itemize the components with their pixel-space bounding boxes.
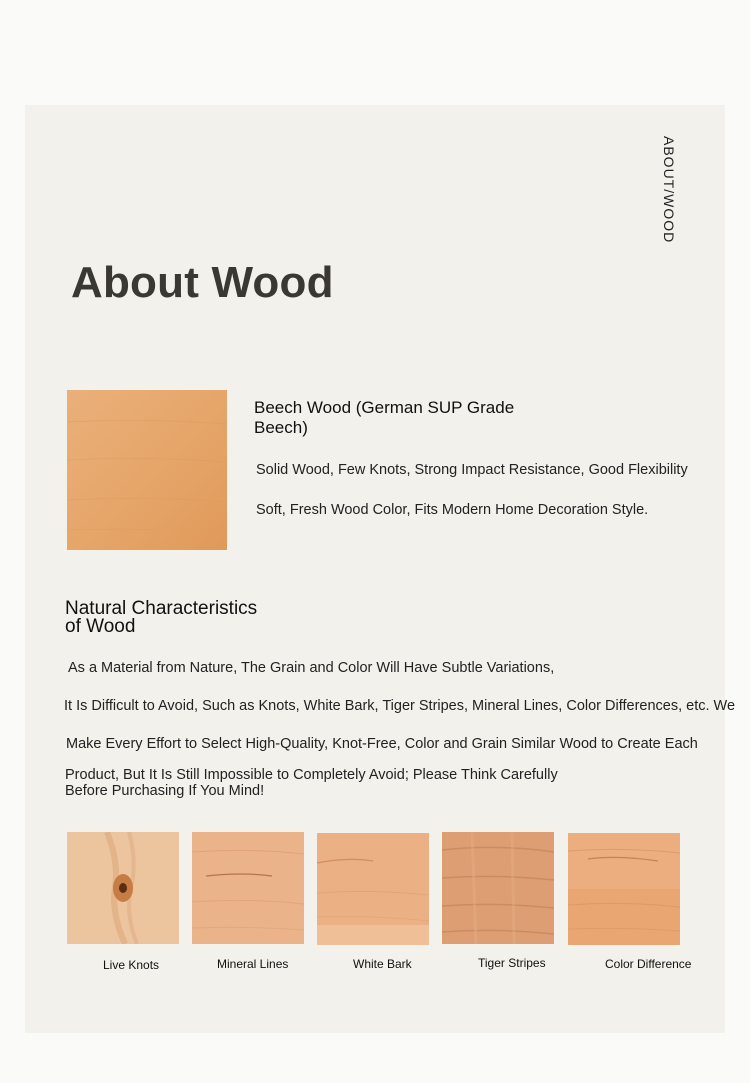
sample-caption-white-bark: White Bark — [353, 957, 412, 971]
sample-caption-color-difference: Color Difference — [605, 957, 692, 971]
sample-caption-tiger-stripes: Tiger Stripes — [478, 956, 546, 970]
tiger-stripes-wood-sample — [442, 832, 554, 944]
live-knots-wood-sample — [67, 832, 179, 944]
natural-title-line-2: of Wood — [65, 616, 136, 637]
natural-characteristics-title — [65, 600, 325, 636]
natural-paragraph-4 — [65, 767, 558, 799]
color-difference-wood-sample — [568, 833, 680, 945]
beech-wood-swatch — [67, 390, 227, 550]
beech-wood-desc-2: Soft, Fresh Wood Color, Fits Modern Home Decoration Style. — [256, 502, 649, 518]
section-side-label: ABOUT/WOOD — [661, 136, 677, 244]
sample-caption-mineral-lines: Mineral Lines — [217, 957, 289, 971]
natural-paragraph-2: It Is Difficult to Avoid, Such as Knots, White Bark, Tiger Stripes, Mineral Lines, Color Differences, etc. We — [64, 698, 736, 714]
natural-title-line-1: Natural Characteristics — [65, 598, 258, 619]
natural-paragraph-4-line-2: Before Purchasing If You Mind! — [65, 783, 265, 799]
natural-paragraph-3: Make Every Effort to Select High-Quality, Knot-Free, Color and Grain Similar Wood to Create Each — [66, 736, 698, 752]
sample-caption-live-knots: Live Knots — [103, 958, 160, 972]
beech-wood-desc-1: Solid Wood, Few Knots, Strong Impact Resistance, Good Flexibility — [256, 462, 688, 478]
natural-paragraph-4-line-1: Product, But It Is Still Impossible to Completely Avoid; Please Think Carefully — [65, 767, 558, 783]
natural-paragraph-1: As a Material from Nature, The Grain and Color Will Have Subtle Variations, — [68, 660, 555, 676]
mineral-lines-wood-sample — [192, 832, 304, 944]
beech-wood-title: Beech Wood (German SUP Grade Beech) — [254, 398, 515, 437]
page-title: About Wood — [71, 258, 334, 307]
white-bark-wood-sample — [317, 833, 429, 945]
